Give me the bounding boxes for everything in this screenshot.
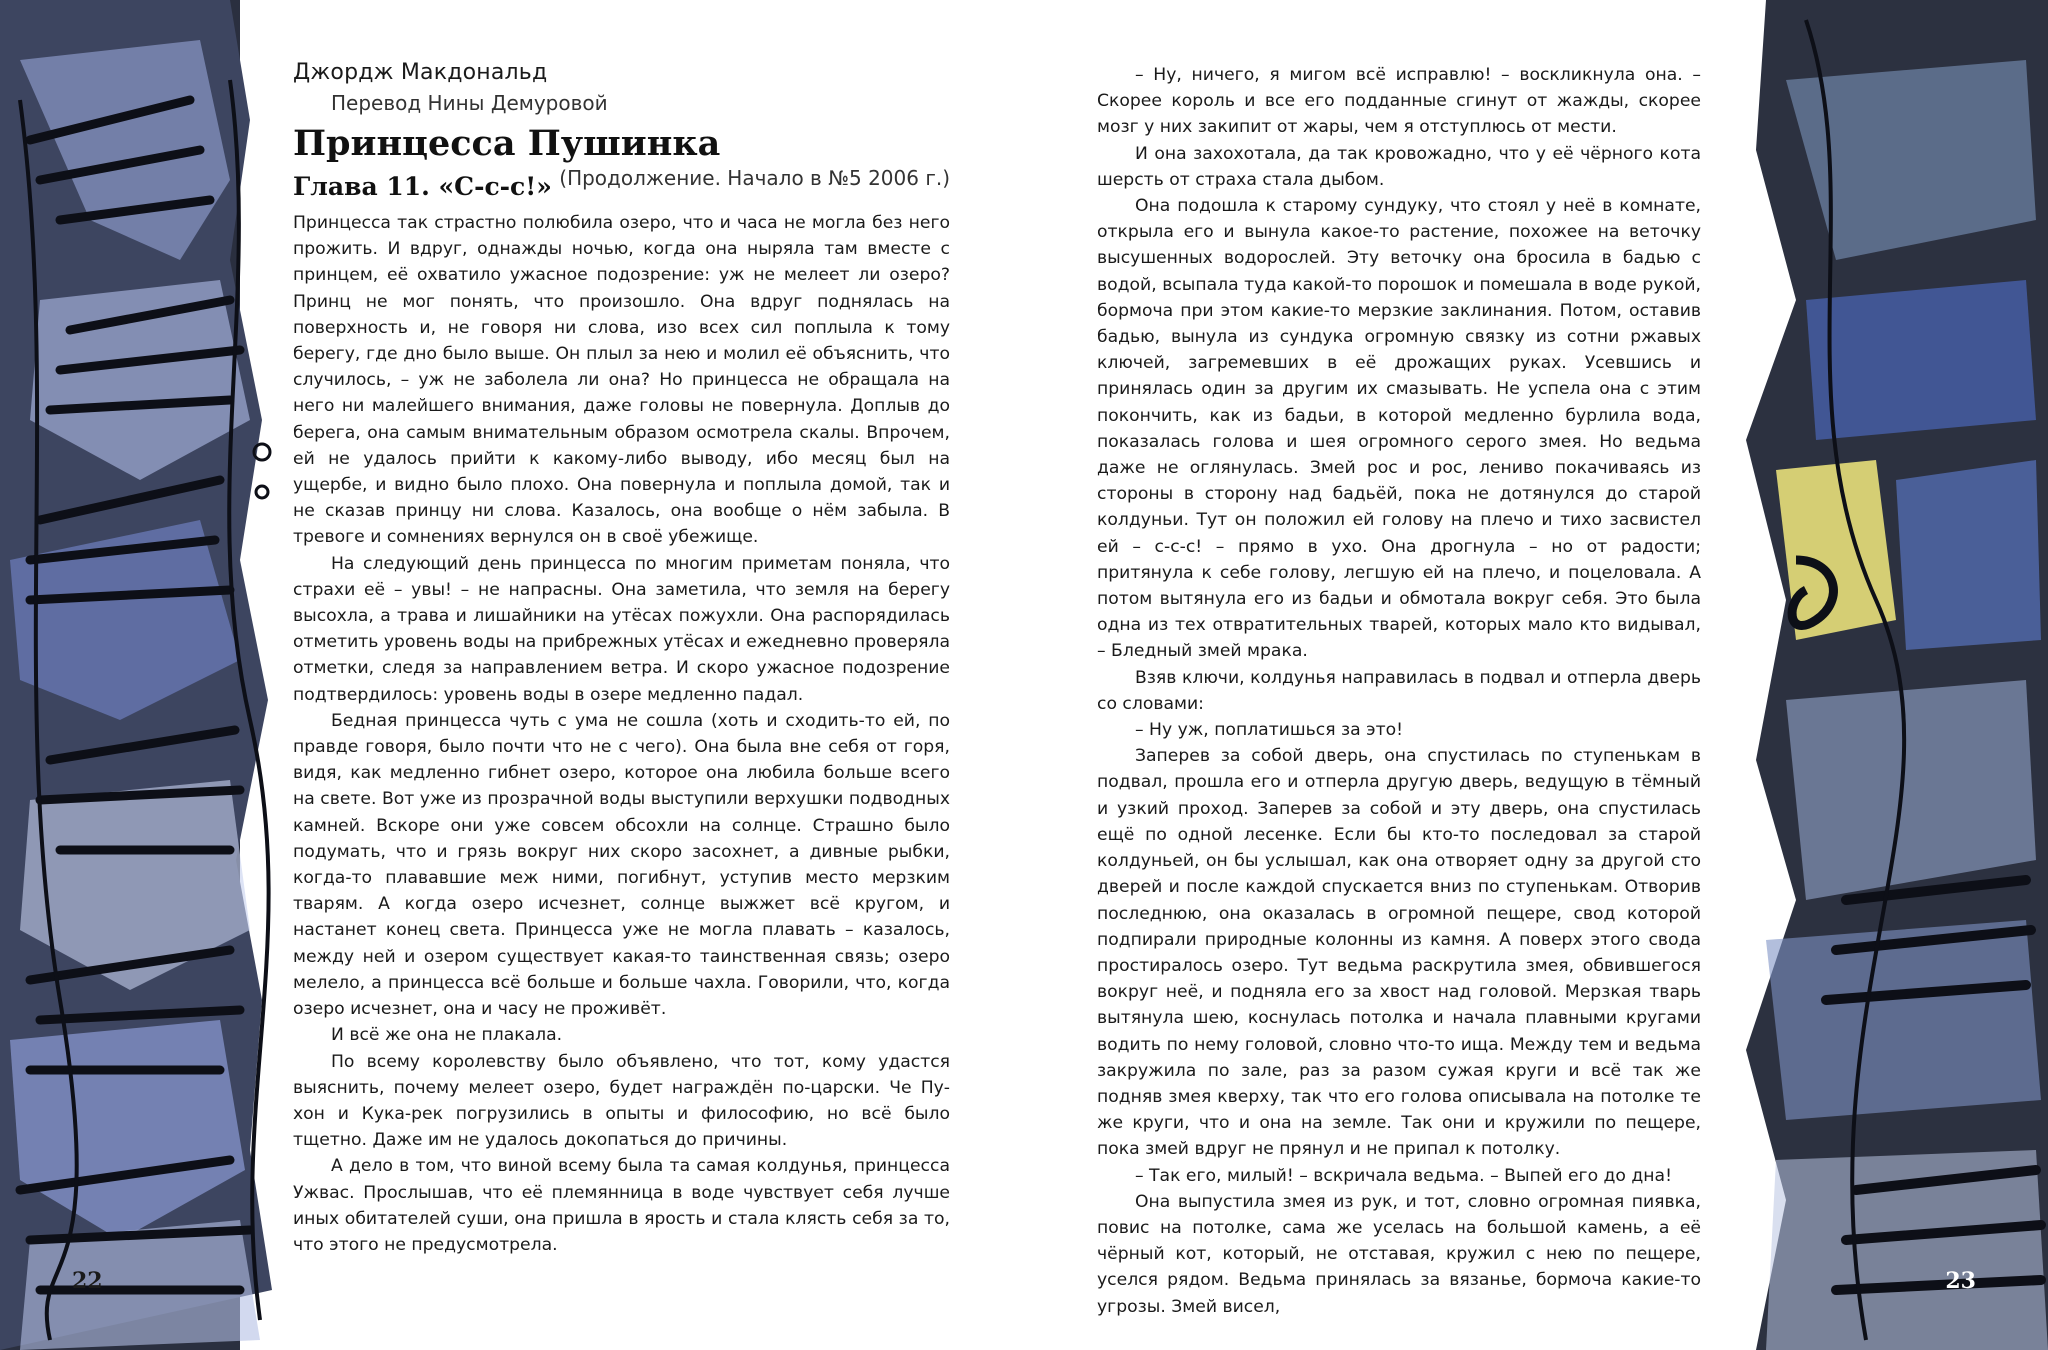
paragraph: – Ну, ничего, я мигом всё исправлю! – воскликнула она. – Скорее король и все его подданные сгинут от жажды, скорее мозг у них закипит от жары, чем я отступлюсь от мести. (1097, 65, 1701, 138)
paragraph: На следующий день принцесса по многим приметам поняла, что страхи её – увы! – не напрасны. Она заметила, что земля на берегу высохла, а трава и лишайники на утёсах пожухли. Она распорядилась отметить уровень воды на прибрежных утёсах и ежедневно проверяла отметки, следя за направлением ветра. И скоро ужасное подозрение подтвердилось: уровень воды в озере медленно падал. (293, 553, 950, 705)
paragraph: – Так его, милый! – вскричала ведьма. – Выпей его до дна! (1135, 1165, 1672, 1186)
paragraph: Бедная принцесса чуть с ума не сошла (хоть и сходить-то ей, по правде говоря, было почти что не с чего). Она была вне себя от горя, видя, как медленно гибнет озеро, которое она любила больше всего на свете. Вот уже из прозрачной воды выступили верхушки подводных камней. Вскоре они уже совсем обсохли на солнце. Страшно было подумать, что и грязь вокруг них скоро засохнет, а дивные рыбки, когда-то плававшие меж ними, погибнут, уступив место мерзким тварям. А когда озеро исчезнет, солнце выжжет всё кругом, и настанет конец света. Принцесса уже не могла плавать – казалось, между ней и озером существует какая-то таинственная связь; озеро мелело, а принцесса всё больше и больше чахла. Говорили, что, когда озеро исчезнет, она и часу не проживёт. (293, 710, 950, 1020)
page-number-right: 23 (1945, 1268, 1976, 1294)
paragraph: Взяв ключи, колдунья направилась в подвал и отперла дверь со словами: (1097, 667, 1701, 714)
paragraph: Она подошла к старому сундуку, что стоял у неё в комнате, открыла его и вынула какое-то растение, похожее на веточку высушенных водорослей. Эту веточку она бросила в бадью с водой, всыпала туда какой-то порошок и помешала в воде рукой, бормоча при этом какие-то мерзкие заклинания. Потом, оставив бадью, вынула из сундука огромную связку из сотни ржавых ключей, загремевших в её дрожащих руках. Усевшись и принялась один за другим их смазывать. Не успела она с этим покончить, как из бадьи, в которой медленно бурлила вода, показалась голова и шея огромного серого змея. Но ведьма даже не оглянулась. Змей рос и рос, лениво покачиваясь из стороны в сторону над бадьёй, пока не дотянулся до старой колдуньи. Тут он положил ей голову на плечо и тихо засвистел ей – с-с-с! – прямо в ухо. Она дрогнула – но от радости; притянула к себе голову, легшую ей на плечо, и поцеловала. А потом вытянула его из бадьи и обмотала вокруг себя. Это была одна из тех отвратительных тварей, которых мало кто видывал, – Бледный змей мрака. (1097, 196, 1701, 662)
paragraph: – Ну уж, поплатишься за это! (1135, 720, 1403, 741)
translator-credit: Перевод Нины Демуровой (331, 91, 608, 115)
paragraph: И она захохотала, да так кровожадно, что у её чёрного кота шерсть от страха стала дыбом. (1097, 143, 1701, 190)
paragraph: Принцесса так страстно полюбила озеро, что и часа не могла без него прожить. И вдруг, однажды ночью, когда она ныряла там вместе с принцем, её охватило ужасное подозрение: уж не мелеет ли озеро? Принц не мог понять, что произошло. Она вдруг поднялась на поверхность и, не говоря ни слова, изо всех сил поплыла к тому берегу, где дно было выше. Он плыл за нею и молил её объяснить, что случилось, – уж не заболела ли она? Но принцесса не обращала на него ни малейшего внимания, даже головы не повернула. Доплыв до берега, она самым внимательным образом осмотрела скалы. Впрочем, ей не удалось прийти к какому-либо выводу, ибо месяц был на ущербе, и видно было плохо. Она повернула и поплыла домой, так и не сказав принцу ни слова. Казалось, она вообще о нём забыла. В тревоге и сомнениях вернулся он в своё убежище. (293, 213, 950, 548)
page-number-left: 22 (72, 1268, 103, 1294)
chapter-heading: Глава 11. «С-с-с!» (293, 172, 552, 201)
paragraph: По всему королевству было объявлено, что тот, кому удастся выяснить, почему мелеет озеро, будет награждён по-царски. Че Пу-хон и Кука-рек погрузились в опыты и философию, но всё было тщетно. Даже им не удалось докопаться до причины. (293, 1051, 950, 1151)
staircase-art-right (1726, 0, 2048, 1350)
story-title: Принцесса Пушинка (293, 123, 721, 164)
continuation-note: (Продолжение. Начало в №5 2006 г.) (559, 166, 950, 190)
author-name: Джордж Макдональд (293, 60, 548, 85)
paragraph: Она выпустила змея из рук, и тот, словно огромная пиявка, повис на потолке, сама же уселась на большой камень, а её чёрный кот, который, не отставая, кружил с нею по пещере, уселся рядом. Ведьма принялась за вязанье, бормоча какие-то угрозы. Змей висел, (1097, 1191, 1701, 1317)
paragraph: Заперев за собой дверь, она спустилась по ступенькам в подвал, прошла его и отперла другую дверь, ведущую в тёмный и узкий проход. Заперев за собой и эту дверь, она спустилась ещё по одной лесенке. Если бы кто-то последовал за старой колдуньей, он бы услышал, как она отворяет одну за другой сто дверей и после каждой спускается вниз по ступенькам. Отворив последнюю, она оказалась в огромной пещере, свод которой подпирали природные колонны из камня. А поверх этого свода простиралось озеро. Тут ведьма раскрутила змея, обвившегося вокруг неё, и подняла его за хвост над головой. Мерзкая тварь вытянула шею, коснулась потолка и начала плавными кругами водить по нему головой, словно что-то ища. Между тем и ведьма закружила по зале, раз за разом сужая круги и всё так же подняв змея кверху, так что его голова описывала на потолке те же круги, что и она на земле. Так они и кружили по пещере, пока змей вдруг не прянул и не припал к потолку. (1097, 746, 1701, 1160)
left-text-column (293, 58, 950, 1258)
staircase-art-left (0, 0, 282, 1350)
paragraph: А дело в том, что виной всему была та самая колдунья, принцесса Ужвас. Прослышав, что её племянница в воде чувствует себя лучше иных обитателей суши, она пришла в ярость и стала клясть себя за то, что этого не предусмотрела. (293, 1156, 950, 1255)
paragraph: И всё же она не плакала. (331, 1025, 563, 1046)
staircase-illustration-left (0, 0, 282, 1350)
staircase-illustration-right (1726, 0, 2048, 1350)
right-text-column (1097, 62, 1701, 1320)
